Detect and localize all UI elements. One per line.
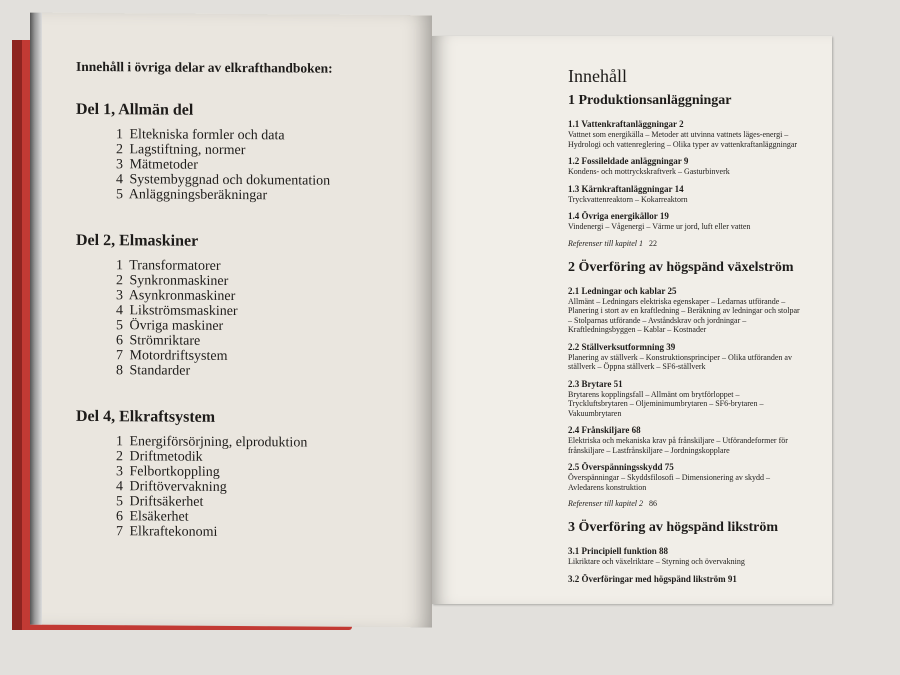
item-text: Synkronmaskiner [129, 273, 229, 289]
item-text: Övriga maskiner [129, 318, 224, 334]
section-summary: Elektriska och mekaniska krav på frånskiljare – Utförandeformer för frånskiljare – Lastfrånskiljare – Jordningskopplare [568, 436, 788, 455]
section-title: 2.5 Överspänningsskydd 75 [568, 462, 674, 472]
item-text: Felbortkoppling [129, 464, 220, 480]
section-summary: Likriktare och växelriktare – Styrning och övervakning [568, 557, 745, 566]
page-stack-edge [30, 13, 42, 625]
toc-section [568, 156, 800, 177]
toc-section [568, 379, 800, 419]
part-item [116, 187, 416, 204]
left-page [30, 13, 432, 628]
toc-section [568, 119, 800, 149]
part-title: Del 2, Elmaskiner [76, 231, 199, 250]
item-text: Asynkronmaskiner [128, 288, 236, 305]
item-text: Anläggningsberäkningar [128, 187, 268, 204]
section-summary: Brytarens kopplingsfall – Allmänt om brytförloppet – Tryckluftsbrytaren – Oljeminimumbrytaren – SF6-brytaren – Vakuumbrytaren [568, 389, 764, 418]
part-item-list [76, 258, 416, 380]
references-page: 86 [649, 499, 658, 508]
chapter-title: 1 Produktionsanläggningar [568, 93, 732, 108]
item-text: Driftsäkerhet [129, 494, 204, 510]
toc-section [568, 184, 800, 205]
right-page-content [568, 66, 800, 592]
chapter-references [568, 499, 800, 508]
section-title: 1.4 Övriga energikällor 19 [568, 211, 669, 221]
item-number: 6 [116, 509, 123, 525]
item-number: 3 [116, 464, 123, 480]
item-number: 7 [116, 524, 123, 540]
section-summary: Överspänningar – Skyddsfilosofi – Dimensionering av skydd – Avledarens konstruktion [568, 473, 770, 492]
part-title: Del 4, Elkraftsystem [76, 407, 216, 426]
toc-section [568, 546, 800, 567]
item-number: 2 [116, 142, 123, 158]
chapter-block [568, 520, 800, 585]
toc-section [568, 425, 800, 455]
item-number: 1 [116, 434, 123, 450]
toc-section [568, 574, 800, 585]
item-text: Elsäkerhet [129, 509, 189, 525]
section-title: 2.4 Frånskiljare 68 [568, 425, 641, 435]
item-text: Transformatorer [129, 258, 221, 274]
toc-section [568, 286, 800, 335]
item-number: 2 [116, 449, 123, 465]
part-item-list [76, 434, 416, 541]
section-summary: Tryckvattenreaktorn – Kokarreaktorn [568, 194, 688, 204]
left-page-content [76, 59, 416, 571]
section-title: 3.2 Överföringar med högspänd likström 91 [568, 573, 737, 584]
chapter-title: 3 Överföring av högspänd likström [568, 520, 779, 535]
toc-section [568, 342, 800, 372]
part-block [76, 408, 416, 541]
toc-section [568, 462, 800, 492]
right-page [432, 36, 832, 604]
chapter-title: 2 Överföring av högspänd växelström [568, 259, 794, 275]
part-item [116, 524, 416, 541]
item-number: 6 [116, 333, 123, 349]
other-parts-heading: Innehåll i övriga delar av elkrafthandboken: [76, 58, 333, 76]
item-number: 4 [116, 479, 123, 495]
section-summary: Allmänt – Ledningars elektriska egenskaper – Ledarnas utförande – Planering i stort av en kraftledning – Beräkning av ledningar och stolpar – Stolparnas utförande – Avståndskrav och jordningar – Kraftledningsbyggen – Kablar – Kostnader [568, 296, 800, 334]
item-number: 7 [116, 348, 123, 364]
item-number: 8 [116, 363, 123, 379]
section-summary: Kondens- och mottryckskraftverk – Gasturbinverk [568, 167, 730, 176]
item-number: 5 [116, 494, 123, 510]
item-text: Standarder [129, 363, 191, 379]
book-cover-spine [12, 40, 22, 630]
item-text: Energiförsörjning, elproduktion [129, 434, 308, 451]
item-number: 1 [116, 127, 123, 143]
item-text: Strömriktare [129, 333, 201, 349]
references-label: Referenser till kapitel 1 [568, 238, 644, 248]
toc-title: Innehåll [568, 66, 627, 86]
chapter-block [568, 93, 800, 248]
section-summary: Planering av ställverk – Konstruktionsprinciper – Olika utföranden av ställverk – Öppna ställverk – SF6-ställverk [568, 352, 792, 371]
references-label: Referenser till kapitel 2 [568, 499, 644, 508]
item-number: 3 [116, 288, 123, 304]
item-text: Systembyggnad och dokumentation [129, 172, 331, 189]
item-number: 2 [116, 273, 123, 289]
part-block [76, 232, 416, 380]
section-title: 2.2 Ställverksutformning 39 [568, 341, 676, 352]
part-item [116, 363, 416, 380]
part-item-list [76, 127, 416, 204]
section-title: 3.1 Principiell funktion 88 [568, 546, 669, 556]
toc-section [568, 211, 800, 232]
section-title: 1.2 Fossileldade anläggningar 9 [568, 156, 689, 166]
item-number: 3 [116, 157, 123, 173]
item-text: Driftövervakning [129, 479, 227, 495]
section-title: 1.3 Kärnkraftanläggningar 14 [568, 183, 684, 194]
item-number: 4 [116, 172, 123, 188]
section-summary: Vattnet som energikälla – Metoder att utvinna vattnets läges-energi – Hydrologi och vattenreglering – Olika typer av vattenkraftanläggningar [568, 130, 798, 149]
part-block [76, 101, 416, 204]
section-title: 1.1 Vattenkraftanläggningar 2 [568, 119, 684, 129]
item-number: 4 [116, 303, 123, 319]
item-number: 5 [116, 187, 123, 203]
item-number: 1 [116, 258, 123, 274]
item-text: Motordriftsystem [129, 348, 228, 364]
references-page: 22 [649, 238, 658, 248]
item-text: Driftmetodik [129, 449, 203, 465]
section-summary: Vindenergi – Vågenergi – Värme ur jord, luft eller vatten [568, 222, 751, 231]
item-number: 5 [116, 318, 123, 334]
section-title: 2.3 Brytare 51 [568, 378, 623, 389]
item-text: Elkraftekonomi [129, 524, 218, 540]
part-title: Del 1, Allmän del [76, 100, 194, 119]
item-text: Lagstiftning, normer [129, 142, 246, 159]
chapter-block [568, 260, 800, 509]
item-text: Likströmsmaskiner [129, 303, 238, 320]
item-text: Mätmetoder [129, 157, 198, 173]
chapter-references [568, 239, 800, 248]
item-text: Eltekniska formler och data [129, 127, 285, 144]
section-title: 2.1 Ledningar och kablar 25 [568, 285, 677, 296]
